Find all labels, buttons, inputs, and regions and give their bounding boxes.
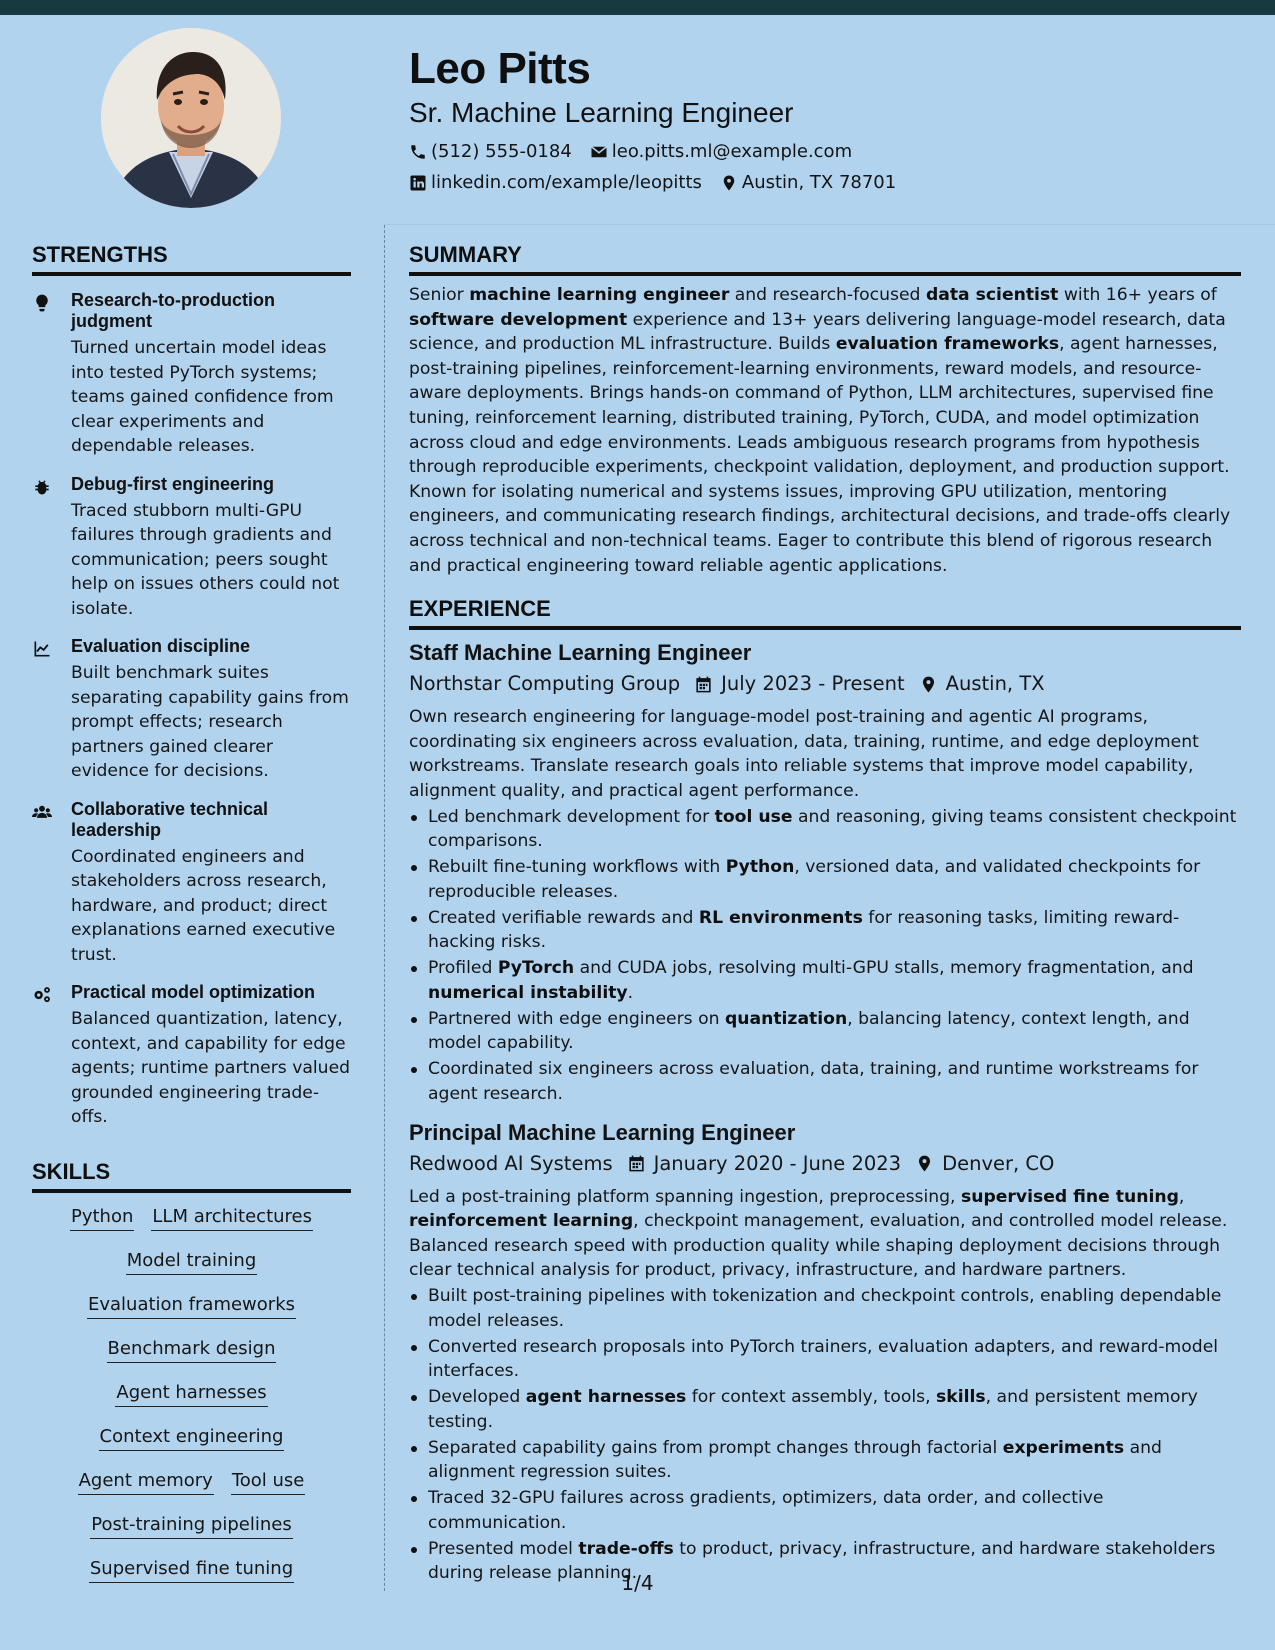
skill-tag: Python (70, 1205, 134, 1231)
bold-text: RL environments (698, 907, 863, 928)
skill-tag: Evaluation frameworks (87, 1293, 296, 1319)
bullet-item: Converted research proposals into PyTorch trainers, evaluation adapters, and reward-model interfaces. (409, 1335, 1241, 1384)
sidebar (32, 240, 351, 1601)
skill-tag: Benchmark design (107, 1337, 277, 1363)
bold-text: numerical instability (428, 982, 628, 1003)
job-bullets (409, 805, 1241, 1107)
map-pin-icon (915, 1154, 934, 1173)
map-pin-icon (919, 675, 938, 694)
skill-tag: Context engineering (99, 1425, 285, 1451)
phone-text: (512) 555-0184 (431, 141, 572, 162)
job-meta (409, 1151, 1241, 1177)
summary-text: Senior machine learning engineer and research-focused data scientist with 16+ years of software development experience and 13+ years delivering language-model research, data science, and production ML infrastructure. Builds evaluation frameworks, agent harnesses, post-training pipelines, reinforcement-learning environments, reward models, and resource-aware deployments. Brings hands-on command of Python, LLM architectures, supervised fine tuning, reinforcement learning, distributed training, PyTorch, CUDA, and model optimization across cloud and edge environments. Leads ambiguous research programs from hypothesis through reproducible experiments, checkpoint validation, deployment, and production support. Known for isolating numerical and systems issues, improving GPU utilization, mentoring engineers, and communicating research findings, architectural decisions, and trade-offs clearly across technical and non-technical teams. Eager to contribute this blend of rigorous research and practical engineering toward reliable agentic applications. (409, 285, 1231, 576)
job-dates: July 2023 - Present (721, 672, 905, 696)
bullet-item: Built post-training pipelines with tokenization and checkpoint controls, enabling dependable model releases. (409, 1284, 1241, 1333)
bold-text: Python (725, 857, 795, 878)
bold-text: quantization (724, 1008, 848, 1029)
skills-list (32, 1205, 351, 1601)
envelope-icon (590, 143, 608, 161)
bullet-item: Separated capability gains from prompt changes through factorial experiments and alignment regression suites. (409, 1436, 1241, 1485)
bold-text: experiments (1002, 1437, 1125, 1458)
top-accent-bar (0, 0, 1275, 15)
strength-title: Evaluation discipline (71, 636, 251, 656)
email-text: leo.pitts.ml@example.com (611, 141, 853, 162)
strength-item (32, 636, 351, 784)
users-icon (32, 802, 52, 822)
bullet-item: Developed agent harnesses for context assembly, tools, skills, and persistent memory testing. (409, 1385, 1241, 1434)
contact-row-1 (409, 140, 1229, 164)
strengths-list (32, 290, 351, 1130)
bullet-item: Partnered with edge engineers on quantization, balancing latency, context length, and model capability. (409, 1007, 1241, 1056)
bold-text: reinforcement learning (409, 1211, 634, 1232)
map-pin-icon (720, 174, 738, 192)
gears-icon (32, 985, 52, 1005)
strength-title: Practical model optimization (71, 982, 316, 1002)
skill-tag: Agent memory (78, 1469, 214, 1495)
header (409, 42, 1229, 195)
skill-tag: Model training (126, 1249, 258, 1275)
bullet-item: Led benchmark development for tool use and reasoning, giving teams consistent checkpoint comparisons. (409, 805, 1241, 854)
main-content (409, 240, 1241, 1587)
job-intro: Led a post-training platform spanning ingestion, preprocessing, supervised fine tuning, reinforcement learning, checkpoint management, evaluation, and controlled model release. Balanced research speed with production quality while shaping deployment decisions through clear technical analysis for product, privacy, infrastructure, and hardware partners. (409, 1186, 1228, 1281)
bullet-item: Coordinated six engineers across evaluation, data, training, and runtime workstreams for agent research. (409, 1057, 1241, 1106)
job-title: Staff Machine Learning Engineer (409, 640, 752, 666)
bullet-item: Presented model trade-offs to product, privacy, infrastructure, and hardware stakeholders during release planning. (409, 1537, 1241, 1586)
skill-tag: LLM architectures (151, 1205, 313, 1231)
job-bullets (409, 1284, 1241, 1586)
bullet-item: Traced 32-GPU failures across gradients, optimizers, data order, and collective communication. (409, 1486, 1241, 1535)
header-rule (383, 224, 1275, 225)
contact-row-2 (409, 171, 1229, 195)
page-number: 1/4 (621, 1571, 654, 1595)
column-divider (384, 225, 385, 1591)
strength-item (32, 982, 351, 1130)
bold-text: agent harnesses (525, 1387, 687, 1408)
linkedin-contact[interactable] (409, 171, 702, 195)
job-entry (409, 1119, 1241, 1586)
calendar-icon (627, 1154, 646, 1173)
strength-item (32, 474, 351, 622)
strength-title: Research-to-production judgment (71, 290, 276, 331)
bold-text: data scientist (925, 285, 1059, 305)
bold-text: skills (936, 1387, 986, 1408)
bullet-item: Created verifiable rewards and RL environments for reasoning tasks, limiting reward-hacking risks. (409, 906, 1241, 955)
strength-item (32, 290, 351, 459)
strength-description: Coordinated engineers and stakeholders across research, hardware, and product; direct explanations earned executive trust. (71, 846, 336, 965)
strength-item (32, 799, 351, 968)
skill-tag: Supervised fine tuning (89, 1557, 294, 1583)
job-intro: Own research engineering for language-model post-training and agentic AI programs, coordinating six engineers across evaluation, data, training, runtime, and edge deployment workstreams. Translate research goals into reliable systems that improve model capability, alignment quality, and practical agent performance. (409, 707, 1199, 801)
skill-tag: Tool use (231, 1469, 306, 1495)
candidate-title: Sr. Machine Learning Engineer (409, 97, 794, 128)
skill-tag: Agent harnesses (115, 1381, 267, 1407)
location-text: Austin, TX 78701 (741, 172, 897, 193)
calendar-icon (694, 675, 713, 694)
job-dates: January 2020 - June 2023 (653, 1151, 902, 1175)
job-location: Austin, TX (945, 672, 1045, 696)
linkedin-icon (409, 174, 427, 192)
bold-text: tool use (714, 806, 793, 827)
job-location: Denver, CO (942, 1151, 1055, 1175)
location-contact (720, 171, 896, 195)
strength-title: Debug-first engineering (71, 473, 275, 494)
bug-icon (32, 477, 52, 497)
bold-text: evaluation frameworks (835, 334, 1060, 355)
portrait-image (101, 28, 281, 208)
strength-description: Balanced quantization, latency, context, and capability for edge agents; runtime partners valued grounded engineering trade-offs. (71, 1009, 351, 1127)
linkedin-text: linkedin.com/example/leopitts (431, 172, 702, 193)
phone-icon (409, 143, 427, 161)
candidate-name: Leo Pitts (409, 44, 591, 93)
summary-heading: SUMMARY (409, 240, 1241, 276)
strength-description: Built benchmark suites separating capability gains from prompt effects; research partners gained clearer evidence for decisions. (71, 663, 349, 781)
strength-description: Traced stubborn multi-GPU failures through gradients and communication; peers sought help on issues others could not isolate. (71, 500, 340, 619)
skill-tag: Post-training pipelines (90, 1513, 292, 1539)
experience-heading: EXPERIENCE (409, 594, 1241, 630)
lightbulb-icon (32, 293, 52, 313)
job-title: Principal Machine Learning Engineer (409, 1119, 796, 1145)
job-entry (409, 639, 1241, 1106)
bold-text: PyTorch (497, 958, 575, 979)
profile-photo (101, 28, 281, 208)
bullet-item: Profiled PyTorch and CUDA jobs, resolving multi-GPU stalls, memory fragmentation, and numerical instability. (409, 956, 1241, 1005)
strength-description: Turned uncertain model ideas into tested PyTorch systems; teams gained confidence from clear experiments and dependable releases. (71, 338, 334, 456)
job-meta (409, 671, 1241, 697)
bold-text: trade-offs (578, 1538, 674, 1559)
company-name: Northstar Computing Group (409, 672, 681, 696)
bullet-item: Rebuilt fine-tuning workflows with Python, versioned data, and validated checkpoints for reproducible releases. (409, 855, 1241, 904)
email-contact[interactable] (590, 140, 852, 164)
phone-contact[interactable] (409, 140, 572, 164)
bold-text: machine learning engineer (469, 285, 730, 305)
skills-heading: SKILLS (32, 1157, 351, 1193)
strength-title: Collaborative technical leadership (71, 798, 269, 840)
chart-line-icon (32, 639, 52, 659)
strengths-heading: STRENGTHS (32, 240, 351, 276)
bold-text: supervised fine tuning (961, 1186, 1179, 1207)
bold-text: software development (409, 309, 628, 330)
company-name: Redwood AI Systems (409, 1151, 613, 1175)
